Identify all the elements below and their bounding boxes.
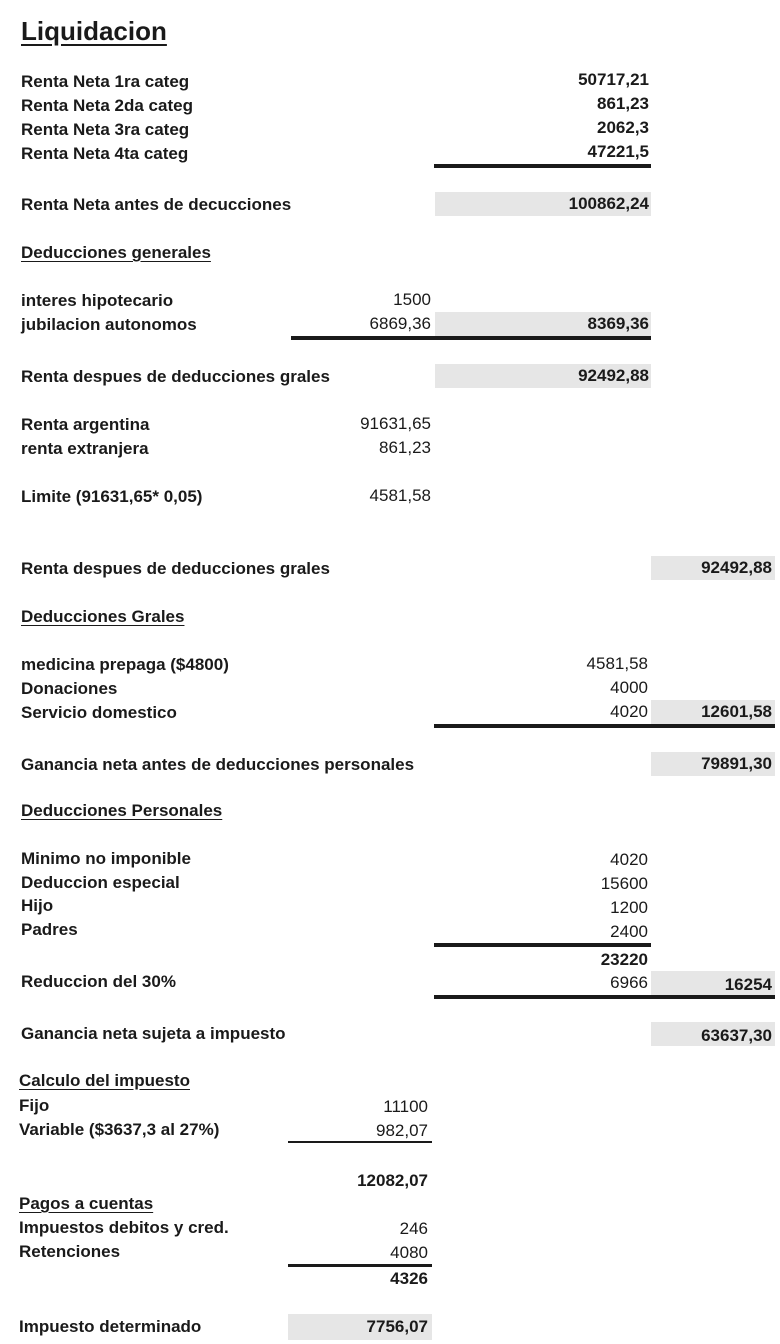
- renta-4ta-label: Renta Neta 4ta categ: [21, 144, 189, 163]
- ganancia-antes-label: Ganancia neta antes de deducciones personales: [21, 755, 415, 774]
- variable-label: Variable ($3637,3 al 27%): [19, 1120, 220, 1139]
- limite-value: 4581,58: [369, 486, 431, 505]
- jubilacion-autonomos-value: 6869,36: [369, 314, 431, 333]
- impuestos-debitos-value: 246: [399, 1219, 428, 1238]
- ganancia-sujeta-value: 63637,30: [701, 1026, 772, 1045]
- renta-1ra-value: 50717,21: [578, 70, 649, 89]
- renta-4ta-value: 47221,5: [587, 142, 649, 161]
- renta-1ra-label: Renta Neta 1ra categ: [21, 72, 190, 91]
- minimo-no-imponible-label: Minimo no imponible: [21, 849, 191, 868]
- retenciones-label: Retenciones: [19, 1242, 121, 1261]
- total-rule: [288, 1264, 432, 1267]
- renta-despues-value: 92492,88: [578, 366, 649, 385]
- renta-2da-value: 861,23: [597, 94, 649, 113]
- total-rule: [434, 943, 651, 947]
- medicina-prepaga-value: 4581,58: [586, 654, 648, 673]
- ganancia-sujeta-label: Ganancia neta sujeta a impuesto: [21, 1024, 286, 1043]
- total-rule: [288, 1141, 432, 1143]
- renta-extranjera-label: renta extranjera: [21, 439, 149, 458]
- jubilacion-autonomos-label: jubilacion autonomos: [21, 315, 197, 334]
- renta-argentina-value: 91631,65: [360, 414, 431, 433]
- impuesto-determinado-label: Impuesto determinado: [19, 1317, 202, 1336]
- hijo-label: Hijo: [21, 896, 54, 915]
- donaciones-value: 4000: [610, 678, 648, 697]
- minimo-no-imponible-value: 4020: [610, 850, 648, 869]
- servicio-domestico-value: 4020: [610, 702, 648, 721]
- deducciones-grales-heading: Deducciones Grales: [21, 607, 185, 626]
- pagos-heading: Pagos a cuentas: [19, 1194, 154, 1213]
- deducciones-personales-subtotal: 23220: [600, 950, 648, 969]
- padres-value: 2400: [610, 922, 648, 941]
- interes-hipotecario-label: interes hipotecario: [21, 291, 174, 310]
- renta-3ra-label: Renta Neta 3ra categ: [21, 120, 190, 139]
- reduccion-value: 6966: [610, 973, 648, 992]
- renta-despues-value: 92492,88: [701, 558, 772, 577]
- renta-2da-label: Renta Neta 2da categ: [21, 96, 193, 115]
- deducciones-generales-heading: Deducciones generales: [21, 243, 211, 262]
- pagos-total: 4326: [390, 1269, 428, 1288]
- renta-antes-value: 100862,24: [568, 194, 649, 213]
- page-title: Liquidacion: [21, 16, 167, 46]
- total-rule: [434, 724, 775, 728]
- total-rule: [291, 336, 651, 340]
- fijo-value: 11100: [383, 1097, 428, 1116]
- total-rule: [434, 164, 651, 168]
- impuesto-determinado-value: 7756,07: [366, 1317, 428, 1336]
- padres-label: Padres: [21, 920, 78, 939]
- interes-hipotecario-value: 1500: [393, 290, 431, 309]
- medicina-prepaga-label: medicina prepaga ($4800): [21, 655, 229, 674]
- deduccion-especial-value: 15600: [600, 874, 648, 893]
- renta-extranjera-value: 861,23: [379, 438, 431, 457]
- fijo-label: Fijo: [19, 1096, 50, 1115]
- deducciones-grales-total: 12601,58: [701, 702, 772, 721]
- calculo-heading: Calculo del impuesto: [19, 1071, 190, 1090]
- limite-label: Limite (91631,65* 0,05): [21, 487, 203, 506]
- calculo-total: 12082,07: [357, 1171, 428, 1190]
- donaciones-label: Donaciones: [21, 679, 118, 698]
- servicio-domestico-label: Servicio domestico: [21, 703, 177, 722]
- reduccion-label: Reduccion del 30%: [21, 972, 176, 991]
- renta-3ra-value: 2062,3: [597, 118, 649, 137]
- renta-argentina-label: Renta argentina: [21, 415, 150, 434]
- renta-despues-label: Renta despues de deducciones grales: [21, 367, 330, 386]
- deduccion-especial-label: Deduccion especial: [21, 873, 180, 892]
- ganancia-antes-value: 79891,30: [701, 754, 772, 773]
- retenciones-value: 4080: [390, 1243, 428, 1262]
- deducciones-personales-heading: Deducciones Personales: [21, 801, 223, 820]
- deducciones-generales-total: 8369,36: [587, 314, 649, 333]
- reduccion-total: 16254: [724, 975, 772, 994]
- hijo-value: 1200: [610, 898, 648, 917]
- renta-antes-label: Renta Neta antes de decucciones: [21, 195, 292, 214]
- impuestos-debitos-label: Impuestos debitos y cred.: [19, 1218, 229, 1237]
- renta-despues-label: Renta despues de deducciones grales: [21, 559, 330, 578]
- variable-value: 982,07: [376, 1121, 428, 1140]
- total-rule: [434, 995, 775, 999]
